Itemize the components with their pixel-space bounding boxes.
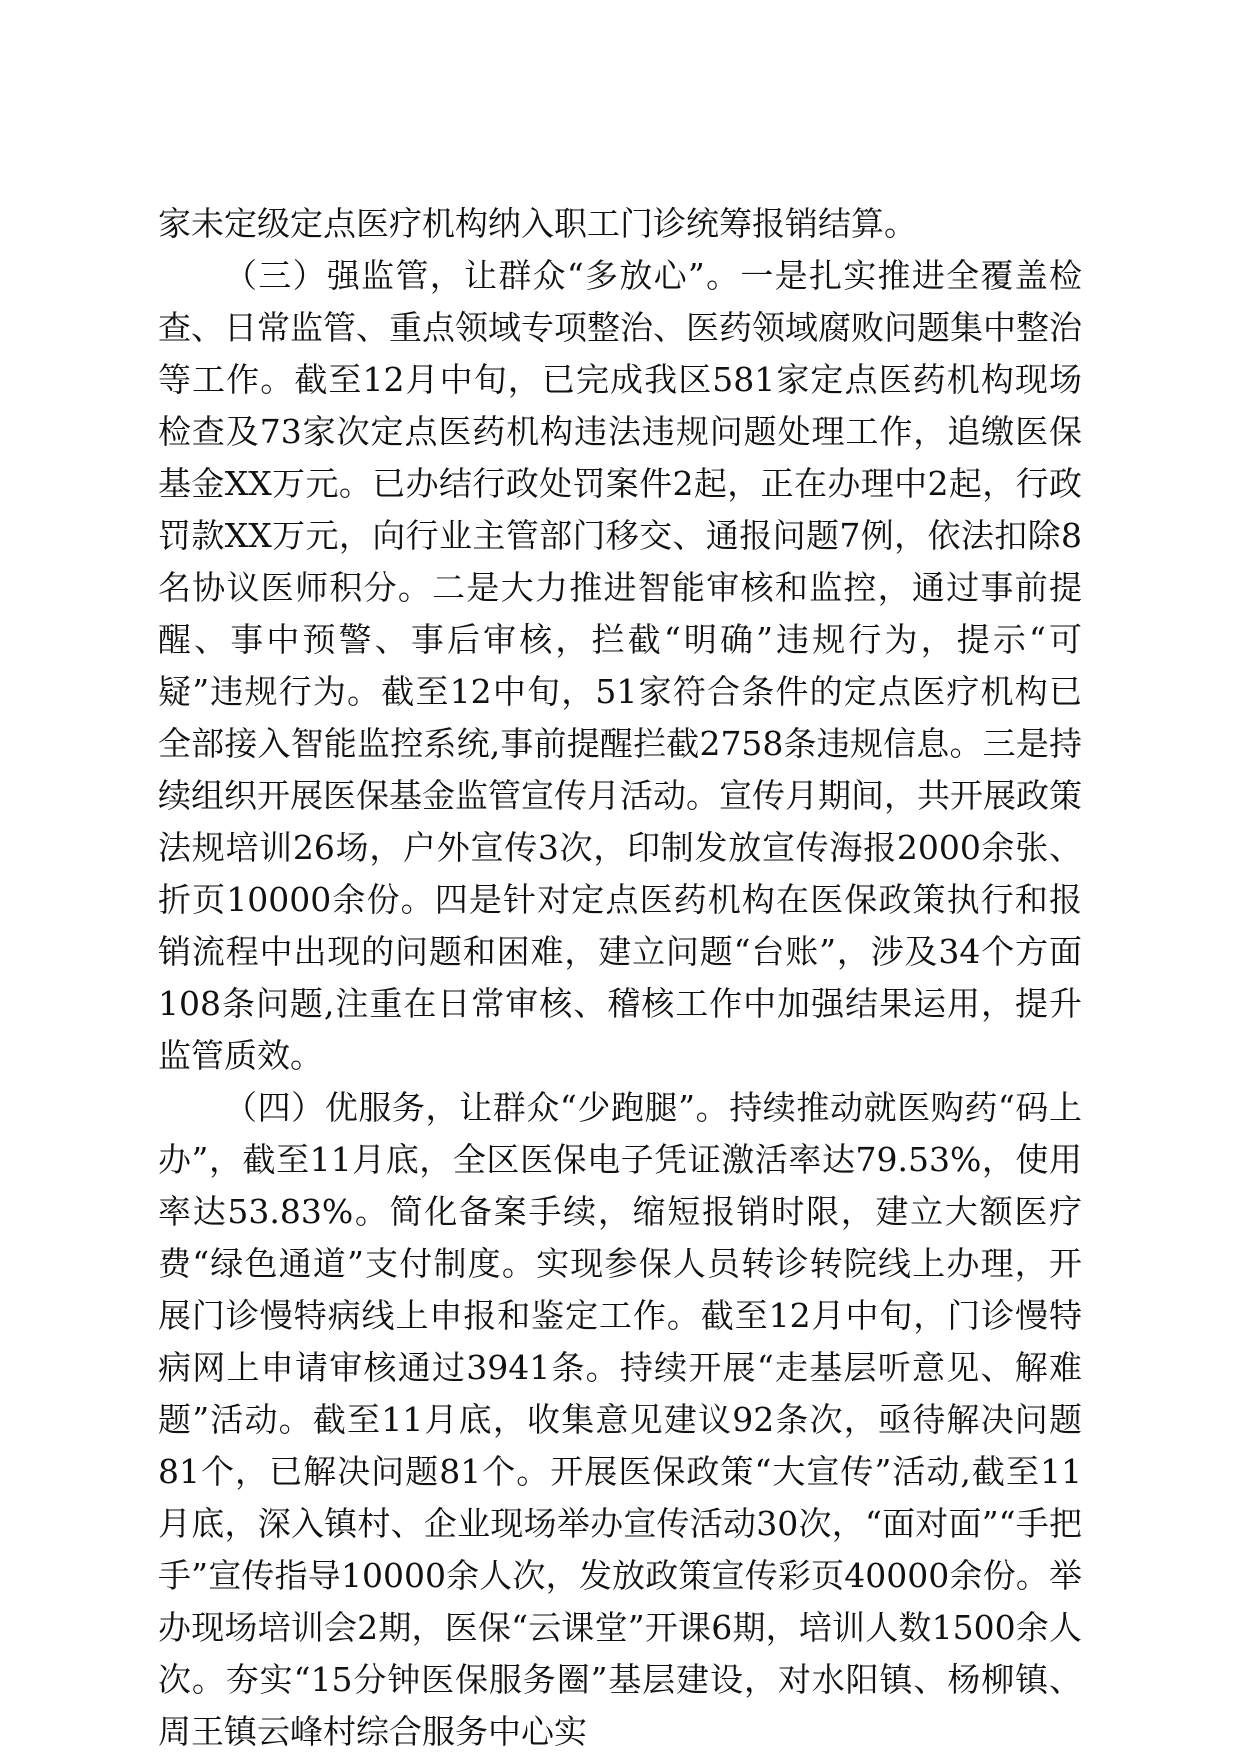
document-page [158, 198, 1082, 1758]
paragraph-body: 一是扎实推进全覆盖检查、日常监管、重点领域专项整治、医药领域腐败问题集中整治等工作。截至12月中旬，已完成我区581家定点医药机构现场检查及73家次定点医药机构违法违规问题处理工作，追缴医保基金XX万元。已办结行政处罚案件2起，正在办理中2起，行政罚款XX万元，向行业主管部门移交、通报问题7例，依法扣除8名协议医师积分。二是大力推进智能审核和监控，通过事前提醒、事中预警、事后审核，拦截“明确”违规行为，提示“可疑”违规行为。截至12中旬，51家符合条件的定点医疗机构已全部接入智能监控系统,事前提醒拦截2758条违规信息。三是持续组织开展医保基金监管宣传月活动。宣传月期间，共开展政策法规培训26场，户外宣传3次，印制发放宣传海报2000余张、折页10000余份。四是针对定点医药机构在医保政策执行和报销流程中出现的问题和困难，建立问题“台账”，涉及34个方面108条问题,注重在日常审核、稽核工作中加强结果运用，提升监管质效。 [158, 256, 1083, 1075]
paragraph-section-three [158, 250, 1082, 1082]
section-heading-three: （三）强监管，让群众“多放心”。 [224, 256, 741, 295]
paragraph-body: 家未定级定点医疗机构纳入职工门诊统筹报销结算。 [158, 204, 917, 243]
paragraph-section-four [158, 1082, 1082, 1758]
paragraph-continuation [158, 198, 1082, 250]
section-heading-four: （四）优服务，让群众“少跑腿”。 [224, 1088, 730, 1127]
paragraph-body: 持续推动就医购药“码上办”，截至11月底，全区医保电子凭证激活率达79.53%，使用率达53.83%。简化备案手续，缩短报销时限，建立大额医疗费“绿色通道”支付制度。实现参保人员转诊转院线上办理，开展门诊慢特病线上申报和鉴定工作。截至12月中旬，门诊慢特病网上申请审核通过3941条。持续开展“走基层听意见、解难题”活动。截至11月底，收集意见建议92条次，亟待解决问题81个，已解决问题81个。开展医保政策“大宣传”活动,截至11月底，深入镇村、企业现场举办宣传活动30次，“面对面”“手把手”宣传指导10000余人次，发放政策宣传彩页40000余份。举办现场培训会2期，医保“云课堂”开课6期，培训人数1500余人次。夯实“15分钟医保服务圈”基层建设，对水阳镇、杨柳镇、周王镇云峰村综合服务中心实 [158, 1088, 1082, 1751]
